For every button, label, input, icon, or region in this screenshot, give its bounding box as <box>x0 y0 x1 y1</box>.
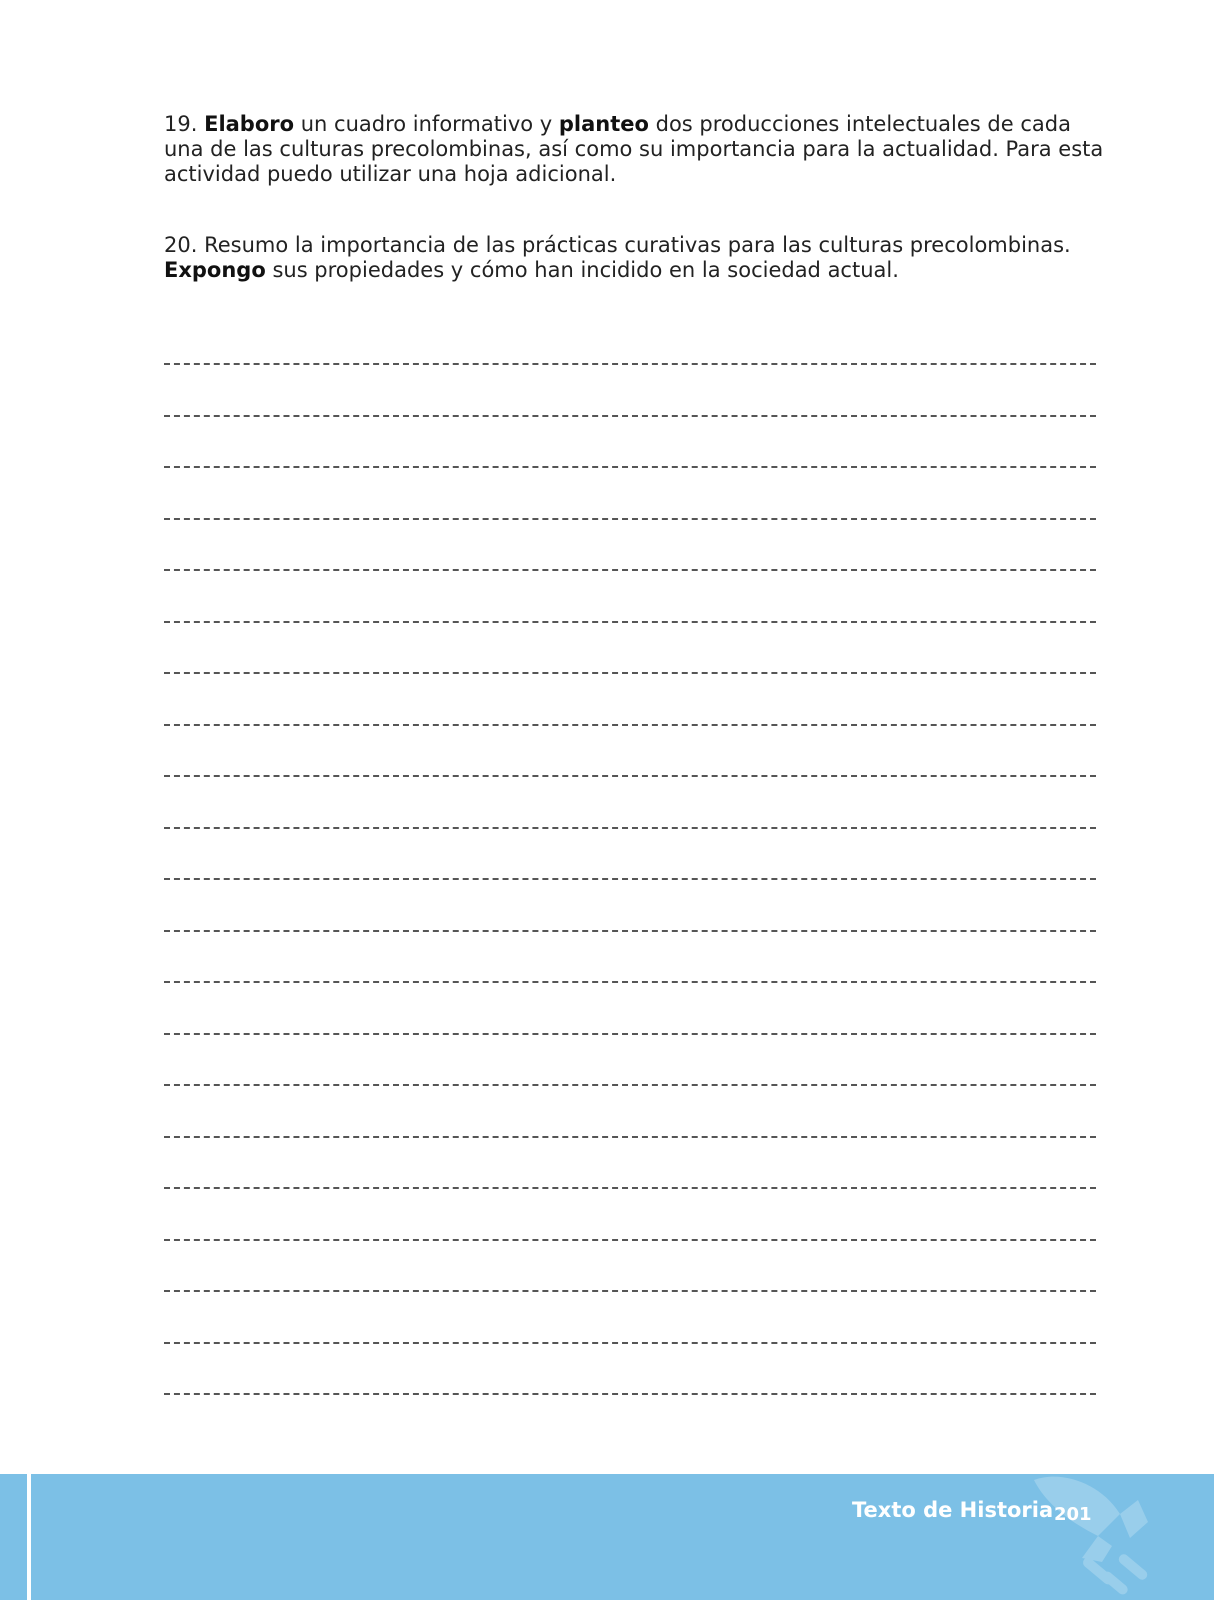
answer-line[interactable] <box>164 415 1096 417</box>
answer-line[interactable] <box>164 518 1096 520</box>
answer-line[interactable] <box>164 621 1096 623</box>
answer-line[interactable] <box>164 981 1096 983</box>
answer-line[interactable] <box>164 1239 1096 1241</box>
answer-line[interactable] <box>164 775 1096 777</box>
answer-line[interactable] <box>164 569 1096 571</box>
page-footer <box>0 1474 1214 1600</box>
question-text: Resumo la importancia de las prácticas curativas para las culturas precolombinas. <box>197 233 1071 257</box>
answer-line[interactable] <box>164 1342 1096 1344</box>
question-text: sus propiedades y cómo han incidido en la sociedad actual. <box>265 258 899 282</box>
answer-line[interactable] <box>164 1290 1096 1292</box>
answer-line[interactable] <box>164 1393 1096 1395</box>
rocket-icon <box>1020 1474 1180 1600</box>
instruction-verb: Expongo <box>164 258 266 282</box>
answer-lines <box>164 363 1096 1445</box>
page-number: 201 <box>1054 1504 1092 1525</box>
answer-line[interactable] <box>164 363 1096 365</box>
answer-line[interactable] <box>164 930 1096 932</box>
answer-line[interactable] <box>164 672 1096 674</box>
answer-line[interactable] <box>164 878 1096 880</box>
answer-line[interactable] <box>164 1187 1096 1189</box>
question-number: 20. <box>164 233 198 257</box>
instruction-verb: planteo <box>558 112 649 136</box>
question-19 <box>164 112 1104 187</box>
instruction-verb: Elaboro <box>204 112 295 136</box>
answer-line[interactable] <box>164 1136 1096 1138</box>
question-text: un cuadro informativo y <box>294 112 559 136</box>
footer-stripe <box>27 1474 31 1600</box>
answer-line[interactable] <box>164 827 1096 829</box>
answer-line[interactable] <box>164 724 1096 726</box>
answer-line[interactable] <box>164 1033 1096 1035</box>
answer-line[interactable] <box>164 466 1096 468</box>
question-text: dos producciones intelectuales de cada una de las culturas precolombinas, así como su importancia para la actualidad. Para esta actividad puedo utilizar una hoja adicional. <box>164 112 1104 186</box>
question-number: 19. <box>164 112 198 136</box>
book-title: Texto de Historia <box>852 1498 1054 1522</box>
question-20 <box>164 233 1104 283</box>
answer-line[interactable] <box>164 1084 1096 1086</box>
